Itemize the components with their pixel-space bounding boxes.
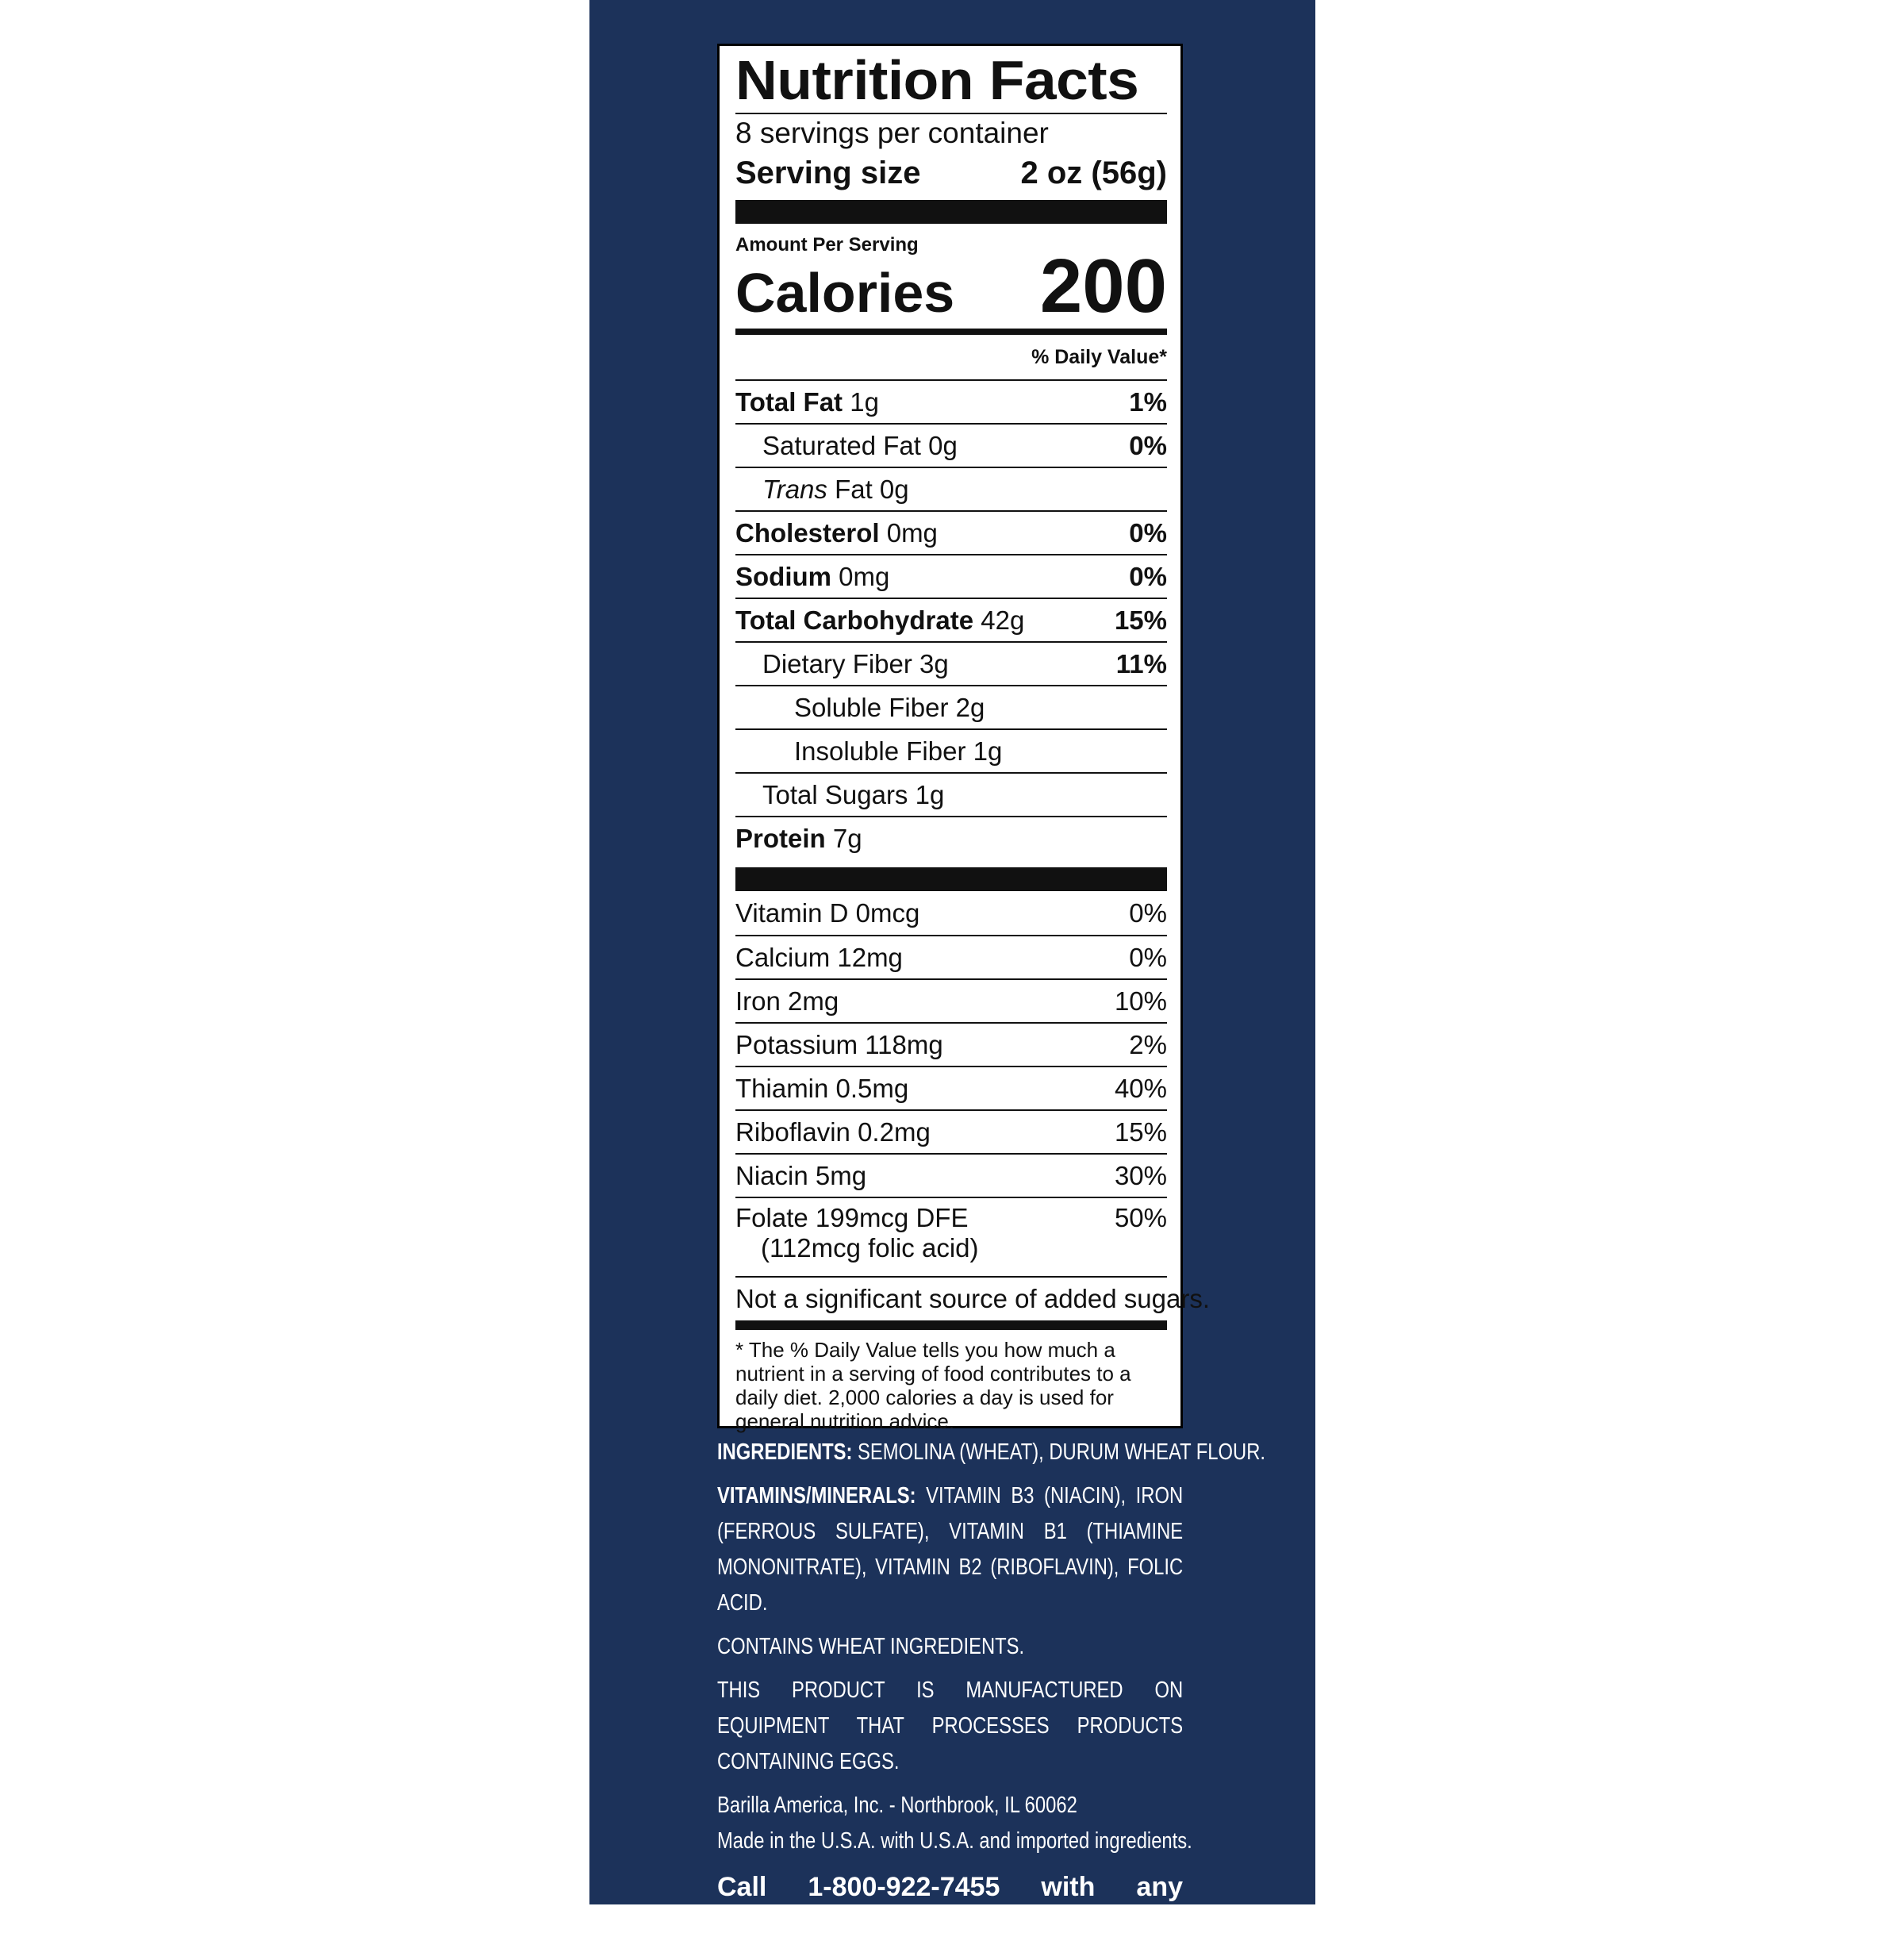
thick-divider <box>735 867 1167 891</box>
serving-size-label: Serving size <box>735 156 921 190</box>
nutrition-facts-label <box>717 44 1211 1433</box>
added-sugars-note: Not a significant source of added sugars. <box>735 1276 1167 1320</box>
nutrient-total-carbohydrate: Total Carbohydrate 42g 15% <box>735 598 1167 641</box>
made-in: Made in the U.S.A. with U.S.A. and imported ingredients. <box>717 1828 1192 1854</box>
company-address: Barilla America, Inc. - Northbrook, IL 60062 <box>717 1793 1077 1818</box>
vitamins-minerals: VITAMINS/MINERALS: VITAMIN B3 (NIACIN), IRON (FERROUS SULFATE), VITAMIN B1 (THIAMINE MONONITRATE), VITAMIN B2 (RIBOFLAVIN), FOLIC ACID. <box>717 1483 1184 1616</box>
label-title: Nutrition Facts <box>735 49 1139 111</box>
serving-size <box>735 152 1167 194</box>
nutrient-insoluble-fiber: Insoluble Fiber 1g <box>735 728 1167 772</box>
vitamin-row: Vitamin D 0mcg 0% <box>735 897 1167 928</box>
nutrient-total-fat: Total Fat 1g 1% <box>735 379 1167 423</box>
vitamin-row: Calcium 12mg 0% <box>735 935 1167 978</box>
vitamin-folate: Folate 199mcg DFE (112mcg folic acid) 50% <box>735 1197 1167 1276</box>
nutrient-sodium: Sodium 0mg 0% <box>735 554 1167 598</box>
calories-label: Calories <box>735 262 955 324</box>
vitamin-row: Riboflavin 0.2mg 15% <box>735 1109 1167 1153</box>
serving-size-value: 2 oz (56g) <box>1020 156 1167 190</box>
nutrient-trans-fat: Trans Fat 0g <box>735 467 1167 510</box>
medium-divider <box>735 1320 1167 1330</box>
nutrient-saturated-fat: Saturated Fat 0g 0% <box>735 423 1167 467</box>
ingredients: INGREDIENTS: SEMOLINA (WHEAT), DURUM WHEAT FLOUR. <box>717 1439 1265 1465</box>
nutrient-protein: Protein 7g <box>735 816 1167 859</box>
thick-divider <box>735 200 1167 224</box>
vitamin-list <box>735 891 1167 1197</box>
package-text <box>717 1435 1265 1937</box>
daily-value-header: % Daily Value* <box>1031 346 1167 368</box>
amount-per-serving: Amount Per Serving <box>735 234 919 256</box>
contact-phone: Call 1-800-922-7455 with any comments or questions. <box>717 1872 1183 1935</box>
daily-value-footnote: * The % Daily Value tells you how much a nutrient in a serving of food contributes to a daily diet. 2,000 calories a day is used for general nutrition advice. <box>735 1338 1131 1433</box>
nutrient-soluble-fiber: Soluble Fiber 2g <box>735 685 1167 728</box>
medium-divider <box>735 329 1167 335</box>
vitamin-row: Niacin 5mg 30% <box>735 1153 1167 1197</box>
allergen-contains: CONTAINS WHEAT INGREDIENTS. <box>717 1634 1025 1659</box>
allergen-equipment: THIS PRODUCT IS MANUFACTURED ON EQUIPMENT THAT PROCESSES PRODUCTS CONTAINING EGGS. <box>717 1678 1184 1774</box>
vitamin-row: Potassium 118mg 2% <box>735 1022 1167 1066</box>
nutrient-dietary-fiber: Dietary Fiber 3g 11% <box>735 641 1167 685</box>
servings-per-container: 8 servings per container <box>735 117 1049 149</box>
vitamin-row: Thiamin 0.5mg 40% <box>735 1066 1167 1109</box>
calories-value: 200 <box>1039 244 1167 329</box>
nutrient-cholesterol: Cholesterol 0mg 0% <box>735 510 1167 554</box>
vitamin-row: Iron 2mg 10% <box>735 978 1167 1022</box>
nutrient-total-sugars: Total Sugars 1g <box>735 772 1167 816</box>
